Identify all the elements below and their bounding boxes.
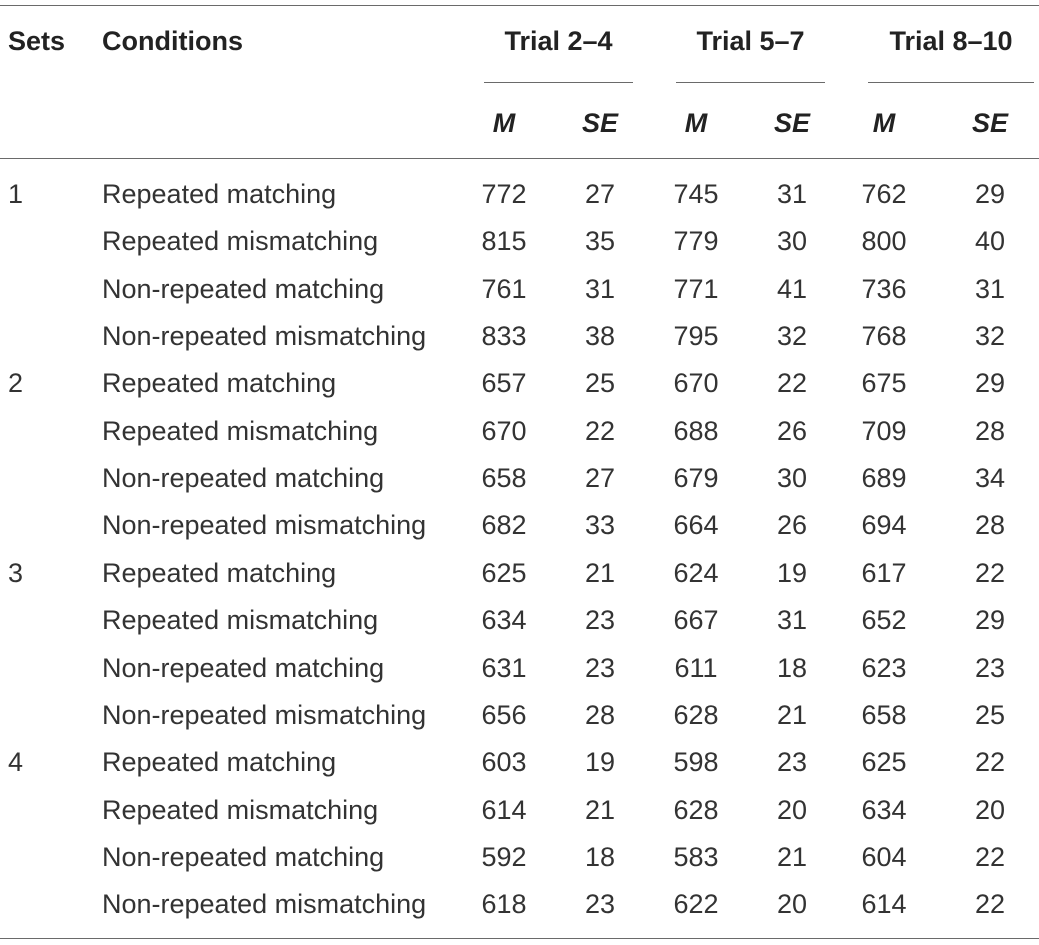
- trial-2-4-se-cell: 35: [584, 226, 616, 256]
- condition-cell: Non-repeated matching: [102, 463, 385, 493]
- condition-cell: Repeated mismatching: [102, 605, 379, 635]
- trial-2-4-m-cell: 618: [481, 889, 527, 919]
- trial-8-10-m-cell: 623: [861, 653, 907, 683]
- trial-2-4-m-cell: 657: [481, 368, 527, 398]
- trial-5-7-m-cell: 771: [673, 274, 719, 304]
- trial-8-10-se-cell: 32: [974, 321, 1006, 351]
- condition-cell: Non-repeated matching: [102, 653, 385, 683]
- trial-2-4-m-cell: 634: [481, 605, 527, 635]
- condition-cell: Non-repeated matching: [102, 274, 385, 304]
- trial-8-10-m-cell: 689: [861, 463, 907, 493]
- trial-2-4-m-cell: 603: [481, 747, 527, 777]
- subheader-m: M: [684, 108, 708, 138]
- trial-8-10-se-cell: 29: [974, 605, 1006, 635]
- trial-2-4-se-cell: 38: [584, 321, 616, 351]
- trial-8-10-se-cell: 25: [974, 700, 1006, 730]
- condition-cell: Repeated matching: [102, 747, 337, 777]
- trial-5-7-se-cell: 22: [776, 368, 808, 398]
- trial-8-10-se-cell: 20: [974, 795, 1006, 825]
- trial-2-4-m-cell: 833: [481, 321, 527, 351]
- header-trial-2-4: Trial 2–4: [504, 26, 613, 56]
- trial-2-4-se-cell: 31: [584, 274, 616, 304]
- trial-5-7-se-cell: 26: [776, 510, 808, 540]
- trial-8-10-m-cell: 617: [861, 558, 907, 588]
- trial-5-7-m-cell: 670: [673, 368, 719, 398]
- trial-5-7-m-cell: 628: [673, 795, 719, 825]
- trial-8-10-se-cell: 22: [974, 889, 1006, 919]
- subheader-se: SE: [581, 108, 619, 138]
- trial-5-7-se-cell: 20: [776, 889, 808, 919]
- trial-5-7-underline: [676, 82, 825, 83]
- trial-2-4-se-cell: 22: [584, 416, 616, 446]
- trial-2-4-m-cell: 682: [481, 510, 527, 540]
- trial-5-7-m-cell: 628: [673, 700, 719, 730]
- trial-5-7-m-cell: 745: [673, 179, 719, 209]
- trial-2-4-se-cell: 23: [584, 605, 616, 635]
- trial-2-4-m-cell: 658: [481, 463, 527, 493]
- trial-8-10-se-cell: 31: [974, 274, 1006, 304]
- trial-8-10-se-cell: 40: [974, 226, 1006, 256]
- trial-8-10-se-cell: 29: [974, 368, 1006, 398]
- trial-2-4-se-cell: 28: [584, 700, 616, 730]
- condition-cell: Repeated mismatching: [102, 416, 379, 446]
- subheader-se: SE: [971, 108, 1009, 138]
- trial-8-10-se-cell: 34: [974, 463, 1006, 493]
- header-trial-5-7: Trial 5–7: [696, 26, 805, 56]
- trial-2-4-m-cell: 815: [481, 226, 527, 256]
- trial-5-7-m-cell: 667: [673, 605, 719, 635]
- trial-2-4-se-cell: 21: [584, 795, 616, 825]
- trial-5-7-se-cell: 30: [776, 463, 808, 493]
- trial-2-4-m-cell: 614: [481, 795, 527, 825]
- trial-5-7-m-cell: 795: [673, 321, 719, 351]
- trial-8-10-m-cell: 658: [861, 700, 907, 730]
- trial-5-7-m-cell: 624: [673, 558, 719, 588]
- trial-8-10-m-cell: 625: [861, 747, 907, 777]
- condition-cell: Repeated matching: [102, 558, 337, 588]
- trial-5-7-se-cell: 21: [776, 700, 808, 730]
- trial-8-10-m-cell: 634: [861, 795, 907, 825]
- subheader-m: M: [492, 108, 516, 138]
- trial-8-10-se-cell: 22: [974, 558, 1006, 588]
- trial-8-10-m-cell: 675: [861, 368, 907, 398]
- trial-5-7-m-cell: 611: [674, 653, 718, 683]
- trial-8-10-se-cell: 29: [974, 179, 1006, 209]
- trial-5-7-se-cell: 19: [776, 558, 808, 588]
- trial-2-4-underline: [484, 82, 633, 83]
- trial-5-7-se-cell: 23: [776, 747, 808, 777]
- condition-cell: Non-repeated mismatching: [102, 700, 427, 730]
- trial-2-4-se-cell: 18: [584, 842, 616, 872]
- trial-2-4-se-cell: 23: [584, 653, 616, 683]
- top-rule: [0, 5, 1039, 6]
- trial-8-10-se-cell: 23: [974, 653, 1006, 683]
- trial-2-4-se-cell: 27: [584, 463, 616, 493]
- trial-5-7-se-cell: 20: [776, 795, 808, 825]
- trial-8-10-m-cell: 800: [861, 226, 907, 256]
- set-cell: 2: [8, 368, 24, 398]
- trial-2-4-se-cell: 21: [584, 558, 616, 588]
- set-cell: 4: [8, 747, 24, 777]
- condition-cell: Non-repeated mismatching: [102, 889, 427, 919]
- condition-cell: Repeated mismatching: [102, 226, 379, 256]
- trial-5-7-se-cell: 32: [776, 321, 808, 351]
- trial-5-7-m-cell: 779: [673, 226, 719, 256]
- set-cell: 1: [8, 179, 24, 209]
- trial-5-7-se-cell: 18: [776, 653, 808, 683]
- trial-2-4-m-cell: 656: [481, 700, 527, 730]
- trial-5-7-m-cell: 688: [673, 416, 719, 446]
- header-sets: Sets: [8, 26, 66, 56]
- trial-5-7-se-cell: 31: [776, 179, 808, 209]
- trial-2-4-m-cell: 625: [481, 558, 527, 588]
- condition-cell: Repeated matching: [102, 179, 337, 209]
- subheader-m: M: [872, 108, 896, 138]
- trial-8-10-m-cell: 736: [861, 274, 907, 304]
- trial-2-4-m-cell: 772: [481, 179, 527, 209]
- trial-8-10-se-cell: 28: [974, 416, 1006, 446]
- trial-8-10-m-cell: 709: [861, 416, 907, 446]
- condition-cell: Repeated mismatching: [102, 795, 379, 825]
- trial-8-10-underline: [868, 82, 1034, 83]
- condition-cell: Non-repeated mismatching: [102, 510, 427, 540]
- trial-8-10-se-cell: 28: [974, 510, 1006, 540]
- trial-8-10-m-cell: 768: [861, 321, 907, 351]
- bottom-rule: [0, 938, 1039, 939]
- trial-2-4-se-cell: 25: [584, 368, 616, 398]
- trial-5-7-se-cell: 21: [776, 842, 808, 872]
- header-conditions: Conditions: [102, 26, 243, 56]
- trial-8-10-m-cell: 762: [861, 179, 907, 209]
- trial-5-7-se-cell: 41: [776, 274, 808, 304]
- trial-2-4-m-cell: 761: [481, 274, 527, 304]
- condition-cell: Non-repeated matching: [102, 842, 385, 872]
- trial-2-4-m-cell: 631: [481, 653, 527, 683]
- trial-5-7-se-cell: 26: [776, 416, 808, 446]
- trial-5-7-m-cell: 622: [673, 889, 719, 919]
- trial-5-7-se-cell: 30: [776, 226, 808, 256]
- trial-2-4-se-cell: 23: [584, 889, 616, 919]
- trial-5-7-m-cell: 583: [673, 842, 719, 872]
- trial-2-4-m-cell: 592: [481, 842, 527, 872]
- trial-2-4-se-cell: 33: [584, 510, 616, 540]
- trial-8-10-se-cell: 22: [974, 842, 1006, 872]
- header-trial-8-10: Trial 8–10: [889, 26, 1013, 56]
- trial-5-7-se-cell: 31: [776, 605, 808, 635]
- trial-5-7-m-cell: 679: [673, 463, 719, 493]
- trial-8-10-m-cell: 614: [861, 889, 907, 919]
- trial-8-10-m-cell: 694: [861, 510, 907, 540]
- trial-5-7-m-cell: 664: [673, 510, 719, 540]
- trial-2-4-se-cell: 27: [584, 179, 616, 209]
- trial-2-4-se-cell: 19: [584, 747, 616, 777]
- trial-2-4-m-cell: 670: [481, 416, 527, 446]
- subheader-se: SE: [773, 108, 811, 138]
- set-cell: 3: [8, 558, 24, 588]
- condition-cell: Repeated matching: [102, 368, 337, 398]
- trial-5-7-m-cell: 598: [673, 747, 719, 777]
- condition-cell: Non-repeated mismatching: [102, 321, 427, 351]
- header-rule: [0, 158, 1039, 159]
- trial-8-10-se-cell: 22: [974, 747, 1006, 777]
- trial-8-10-m-cell: 652: [861, 605, 907, 635]
- trial-8-10-m-cell: 604: [861, 842, 907, 872]
